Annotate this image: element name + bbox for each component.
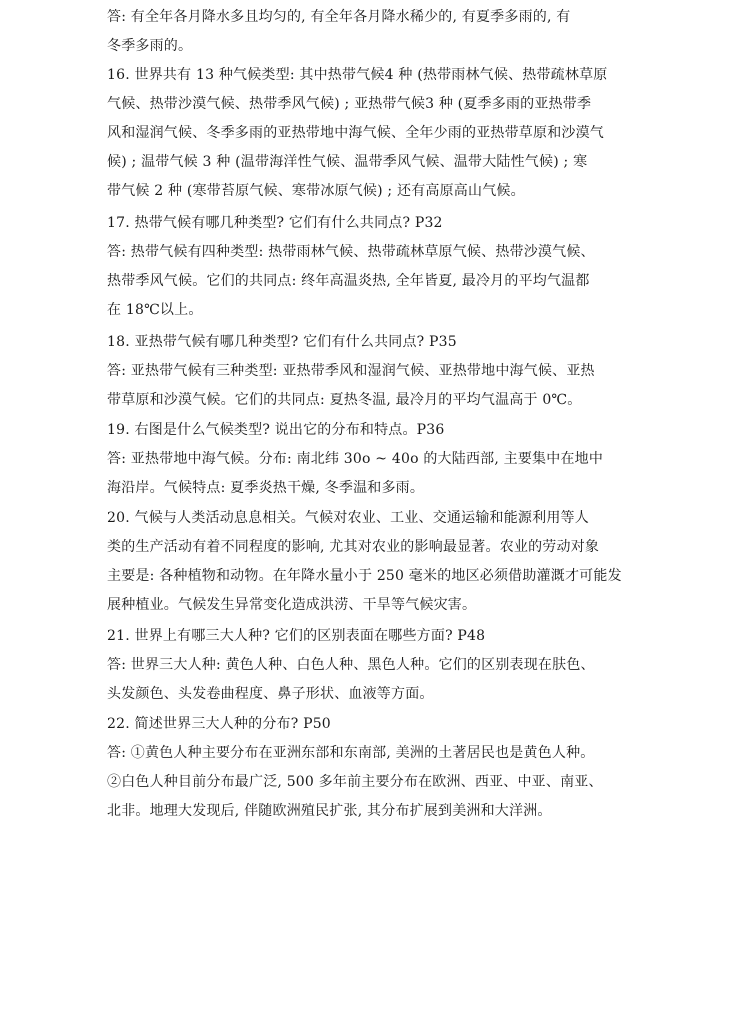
text-line: 18. 亚热带气候有哪几种类型? 它们有什么共同点? P35 xyxy=(107,334,457,350)
text-line: 热带季风气候。它们的共同点: 终年高温炎热, 全年皆夏, 最冷月的平均气温都 xyxy=(107,273,590,289)
text-line: ②白色人种目前分布最广泛, 500 多年前主要分布在欧洲、西亚、中亚、南亚、 xyxy=(107,774,603,790)
text-line: 22. 简述世界三大人种的分布? P50 xyxy=(107,716,331,732)
text-line: 风和湿润气候、冬季多雨的亚热带地中海气候、全年少雨的亚热带草原和沙漠气 xyxy=(107,125,604,141)
text-line: 气候、热带沙漠气候、热带季风气候) ; 亚热带气候3 种 (夏季多雨的亚热带季 xyxy=(107,96,592,112)
text-line: 类的生产活动有着不同程度的影响, 尤其对农业的影响最显著。农业的劳动对象 xyxy=(107,539,600,555)
text-line: 答: 世界三大人种: 黄色人种、白色人种、黑色人种。它们的区别表现在肤色、 xyxy=(107,657,595,673)
text-line: 带草原和沙漠气候。它们的共同点: 夏热冬温, 最冷月的平均气温高于 0℃。 xyxy=(107,392,582,408)
text-line: 冬季多雨的。 xyxy=(107,38,193,54)
text-line: 答: 热带气候有四种类型: 热带雨林气候、热带疏林草原气候、热带沙漠气候、 xyxy=(107,244,595,260)
text-line: 19. 右图是什么气候类型? 说出它的分布和特点。P36 xyxy=(107,422,445,438)
text-line: 在 18℃以上。 xyxy=(107,302,203,318)
text-line: 21. 世界上有哪三大人种? 它们的区别表面在哪些方面? P48 xyxy=(107,628,486,644)
text-line: 北非。地理大发现后, 伴随欧洲殖民扩张, 其分布扩展到美洲和大洋洲。 xyxy=(107,803,552,819)
text-line: 主要是: 各种植物和动物。在年降水量小于 250 毫米的地区必须借助灌溉才可能发 xyxy=(107,568,622,584)
text-line: 答: 有全年各月降水多且均匀的, 有全年各月降水稀少的, 有夏季多雨的, 有 xyxy=(107,9,571,25)
text-line: 答: 亚热带地中海气候。分布: 南北纬 30o ~ 40o 的大陆西部, 主要集中在地中 xyxy=(107,451,604,467)
text-line: 答: 亚热带气候有三种类型: 亚热带季风和湿润气候、亚热带地中海气候、亚热 xyxy=(107,363,595,379)
text-line: 海沿岸。气候特点: 夏季炎热干燥, 冬季温和多雨。 xyxy=(107,480,425,496)
text-line: 16. 世界共有 13 种气候类型: 其中热带气候4 种 (热带雨林气候、热带疏林草原 xyxy=(107,67,608,83)
text-line: 候) ; 温带气候 3 种 (温带海洋性气候、温带季风气候、温带大陆性气候) ; 寒 xyxy=(107,154,588,170)
text-line: 20. 气候与人类活动息息相关。气候对农业、工业、交通运输和能源利用等人 xyxy=(107,510,589,526)
text-line: 17. 热带气候有哪几种类型? 它们有什么共同点? P32 xyxy=(107,215,443,231)
text-line: 答: ①黄色人种主要分布在亚洲东部和东南部, 美洲的土著居民也是黄色人种。 xyxy=(107,745,595,761)
text-line: 带气候 2 种 (寒带苔原气候、寒带冰原气候) ; 还有高原高山气候。 xyxy=(107,183,525,199)
text-line: 展种植业。气候发生异常变化造成洪涝、干旱等气候灾害。 xyxy=(107,597,477,613)
text-line: 头发颜色、头发卷曲程度、鼻子形状、血液等方面。 xyxy=(107,686,434,702)
